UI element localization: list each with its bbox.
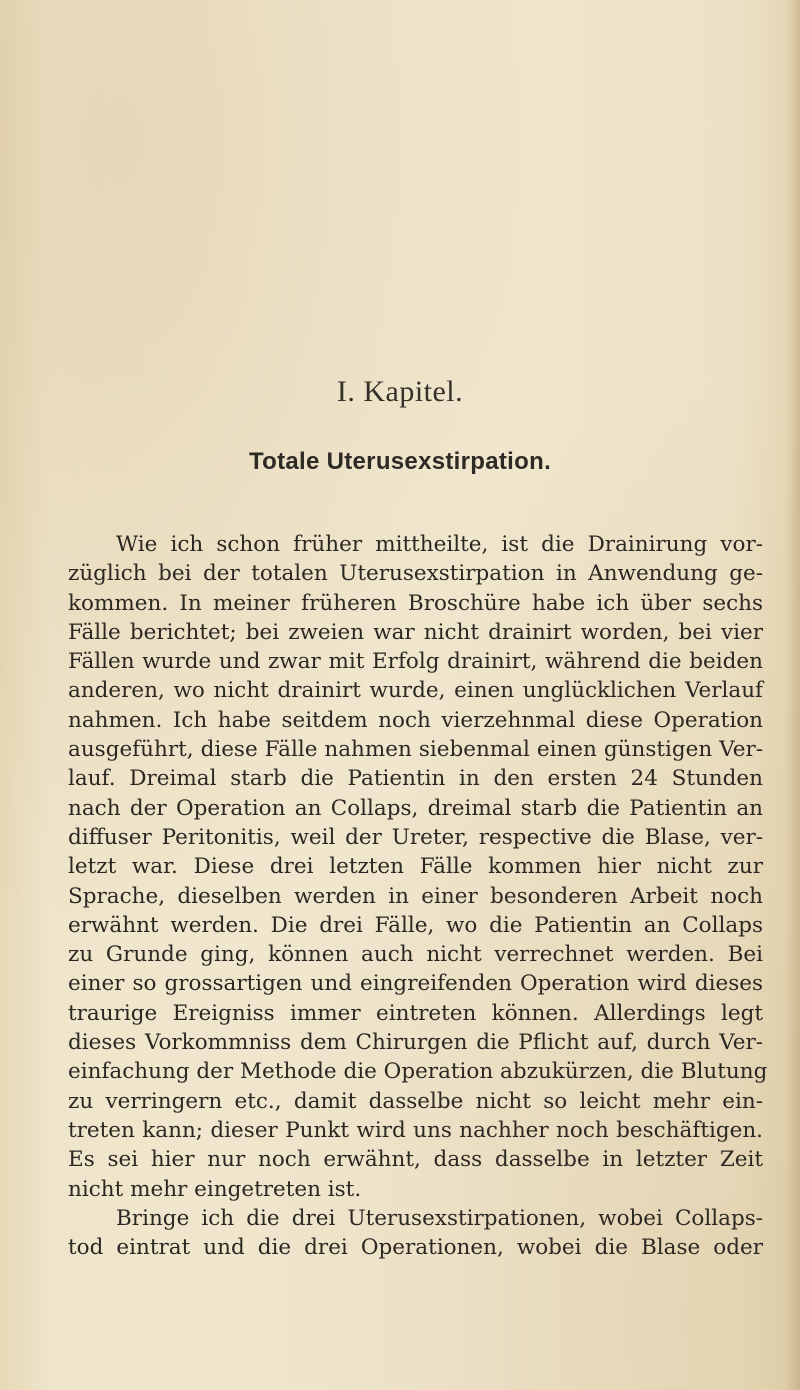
text-line: treten kann; dieser Punkt wird uns nachher noch beschäftigen. (68, 1117, 763, 1143)
text-line: tod eintrat und die drei Operationen, wobei die Blase oder (68, 1235, 763, 1261)
text-line: zu Grunde ging, können auch nicht verrechnet werden. Bei (68, 942, 763, 968)
chapter-heading: I. Kapitel. (336, 375, 464, 408)
text-line: einer so grossartigen und eingreifenden Operation wird dieses (68, 971, 763, 997)
text-line: traurige Ereigniss immer eintreten können. Allerdings legt (68, 1000, 763, 1026)
text-line: zu verringern etc., damit dasselbe nicht so leicht mehr ein- (68, 1088, 763, 1114)
text-line: Wie ich schon früher mittheilte, ist die Drainirung vor- (116, 532, 763, 557)
text-line: letzt war. Diese drei letzten Fälle kommen hier nicht zur (68, 854, 763, 880)
text-line: einfachung der Methode die Operation abzukürzen, die Blutung (68, 1059, 768, 1085)
text-line: diffuser Peritonitis, weil der Ureter, respective die Blase, ver- (68, 824, 763, 850)
text-line: nach der Operation an Collaps, dreimal starb die Patientin an (68, 795, 763, 821)
text-line: Bringe ich die drei Uterusexstirpationen, wobei Collaps- (116, 1205, 763, 1231)
text-line: Es sei hier nur noch erwähnt, dass dasselbe in letzter Zeit (68, 1147, 763, 1173)
text-line: erwähnt werden. Die drei Fälle, wo die Patientin an Collaps (68, 912, 763, 938)
text-line: züglich bei der totalen Uterusexstirpation in Anwendung ge- (68, 561, 763, 587)
text-line: dieses Vorkommniss dem Chirurgen die Pflicht auf, durch Ver- (68, 1030, 763, 1056)
text-line: kommen. In meiner früheren Broschüre habe ich über sechs (68, 590, 763, 616)
text-line: nicht mehr eingetreten ist. (68, 1176, 362, 1202)
text-line: Fälle berichtet; bei zweien war nicht drainirt worden, bei vier (68, 619, 763, 645)
page-edge-shadow (786, 0, 800, 1390)
text-line: lauf. Dreimal starb die Patientin in den ersten 24 Stunden (68, 766, 763, 792)
text-line: Sprache, dieselben werden in einer besonderen Arbeit noch (68, 883, 763, 909)
text-line: Fällen wurde und zwar mit Erfolg drainirt, während die beiden (68, 649, 763, 675)
text-line: ausgeführt, diese Fälle nahmen siebenmal einen günstigen Ver- (68, 737, 763, 763)
section-title: Totale Uterusexstirpation. (248, 448, 552, 475)
body-text (68, 530, 768, 1262)
text-line: anderen, wo nicht drainirt wurde, einen unglücklichen Verlauf (68, 678, 763, 704)
text-line: nahmen. Ich habe seitdem noch vierzehnmal diese Operation (68, 707, 763, 733)
